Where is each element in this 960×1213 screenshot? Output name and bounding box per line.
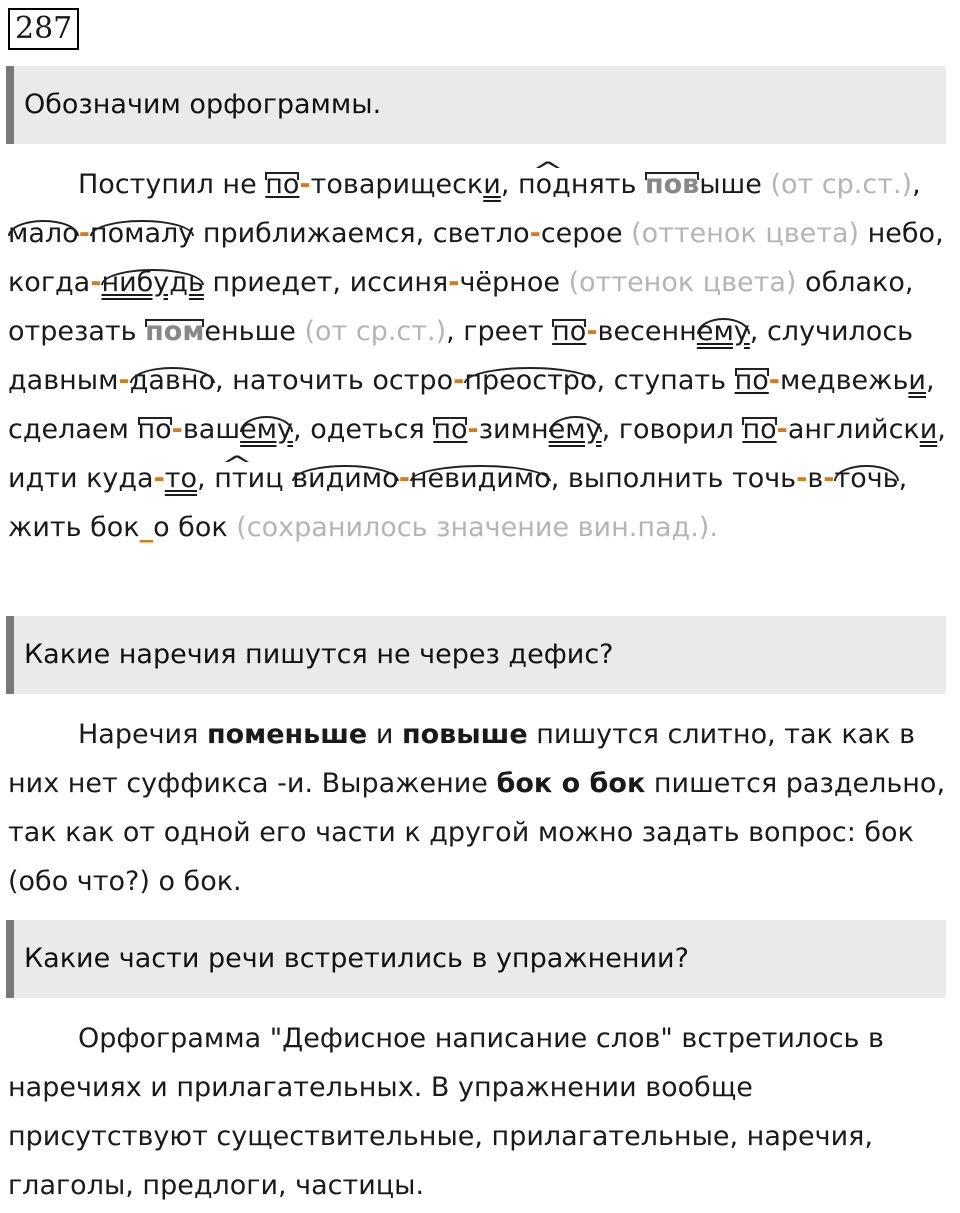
text-run: еньше [204, 316, 296, 347]
hyphen-mark: - [586, 316, 598, 347]
text-run: приближаемся, светло [194, 218, 530, 249]
text-run: , выполнить точь [550, 463, 797, 494]
section-heading-3: Какие части речи встретились в упражнении? [6, 920, 946, 998]
hyphen-mark: - [153, 463, 165, 494]
gray-note: (от ср.ст.) [295, 316, 447, 347]
hyphen-mark: - [448, 267, 460, 298]
text-run: о бок [153, 512, 228, 543]
hyphen-mark: - [78, 218, 90, 249]
text-run: Поступил не [78, 169, 266, 200]
text-run: , идти куда [8, 414, 946, 494]
text-run: пишутся слитно, так как в них нет суффикса -и. Выражение [8, 719, 916, 799]
text-run: ваш [182, 414, 241, 445]
text-run: , сделаем [8, 365, 935, 445]
text-run: , поднять [500, 169, 645, 200]
text-run: , птиц [197, 463, 293, 494]
ending-mark: ему [548, 414, 602, 445]
answer-3 [8, 1014, 952, 1210]
text-run: , наточить остро [215, 365, 454, 396]
section-heading-2: Какие наречия пишутся не через дефис? [6, 616, 946, 694]
text-run: , случилось давным [8, 316, 914, 396]
prefix-pom: пом [145, 316, 205, 347]
answer-text: Орфограмма "Дефисное написание слов" встретилось в наречиях и прилагательных. В упражнении вообще присутствуют существительные, прилагательные, наречия, глаголы, предлоги, частицы. [8, 1023, 884, 1201]
text-run: пишется раздельно, так как от одной его части к другой можно задать вопрос: бок (обо что?) о бок. [8, 768, 946, 897]
gray-note: (оттенок цвета) [559, 267, 797, 298]
answer-2 [8, 710, 952, 906]
hyphen-mark: - [776, 414, 788, 445]
gray-note: . [709, 512, 718, 543]
root-mark: помалу [89, 218, 195, 249]
hyphen-mark: - [171, 414, 183, 445]
prefix-po: по [552, 316, 587, 347]
root-mark: преостро [464, 365, 597, 396]
text-run: Наречия [78, 719, 207, 750]
bold-term: повыше [401, 719, 528, 750]
text-run: , ступать [596, 365, 735, 396]
text-run: весенн [597, 316, 697, 347]
hyphen-mark: - [299, 169, 311, 200]
ending-mark: ему [696, 316, 750, 347]
hyphen-mark: - [823, 463, 835, 494]
text-run: зимн [478, 414, 549, 445]
text-run: , одеться [293, 414, 434, 445]
text-run: чёрное [459, 267, 560, 298]
bold-term: поменьше [206, 719, 368, 750]
text-run: , [912, 169, 921, 200]
text-run: приедет, иссиня [203, 267, 449, 298]
section-heading-1: Обозначим орфограммы. [6, 66, 946, 144]
text-run: медвежь [780, 365, 909, 396]
text-run: серое [540, 218, 623, 249]
text-run: английск [787, 414, 920, 445]
root-mark: невидимо [409, 463, 551, 494]
hyphen-mark: - [398, 463, 410, 494]
hyphen-mark: - [796, 463, 808, 494]
prefix-po: по [734, 365, 769, 396]
text-run: , жить бок [8, 463, 908, 543]
suffix-i: ^ и [483, 169, 501, 200]
gray-note: (сохранилось значение вин.пад.) [227, 512, 710, 543]
root-mark: давно [129, 365, 215, 396]
hyphen-mark: - [529, 218, 541, 249]
hyphen-mark: - [118, 365, 130, 396]
particle-to: ^ то [165, 463, 197, 494]
ending-mark: ему [240, 414, 294, 445]
prefix-po: по [742, 414, 777, 445]
text-run: , греет [446, 316, 553, 347]
particle-nibud: нибудь [101, 267, 204, 298]
prefix-po: по [137, 414, 172, 445]
text-run: и [367, 719, 402, 750]
hyphen-mark: - [768, 365, 780, 396]
prefix-po: по [265, 169, 300, 200]
hyphen-mark: - [90, 267, 102, 298]
exercise-text [8, 160, 952, 552]
text-run: облако, отрезать [8, 267, 914, 347]
gray-note: (от ср.ст.) [761, 169, 913, 200]
root-mark: мало [8, 218, 79, 249]
root-mark: точь [834, 463, 899, 494]
exercise-number: 287 [8, 8, 79, 50]
suffix-i: ^ и [908, 365, 926, 396]
hyphen-mark: - [453, 365, 465, 396]
text-run: , говорил [601, 414, 743, 445]
bold-term: бок о бок [496, 768, 646, 799]
suffix-i: ^ и [920, 414, 938, 445]
prefix-pov: пов [644, 169, 700, 200]
root-mark: видимо [292, 463, 399, 494]
prefix-po: по [433, 414, 468, 445]
hyphen-mark: - [467, 414, 479, 445]
gray-note: (оттенок цвета) [622, 218, 860, 249]
space-mark: _ [139, 512, 154, 543]
text-run: ыше [699, 169, 762, 200]
text-run: товарищеск [310, 169, 484, 200]
text-run: небо, когда [8, 218, 944, 298]
text-run: в [807, 463, 824, 494]
